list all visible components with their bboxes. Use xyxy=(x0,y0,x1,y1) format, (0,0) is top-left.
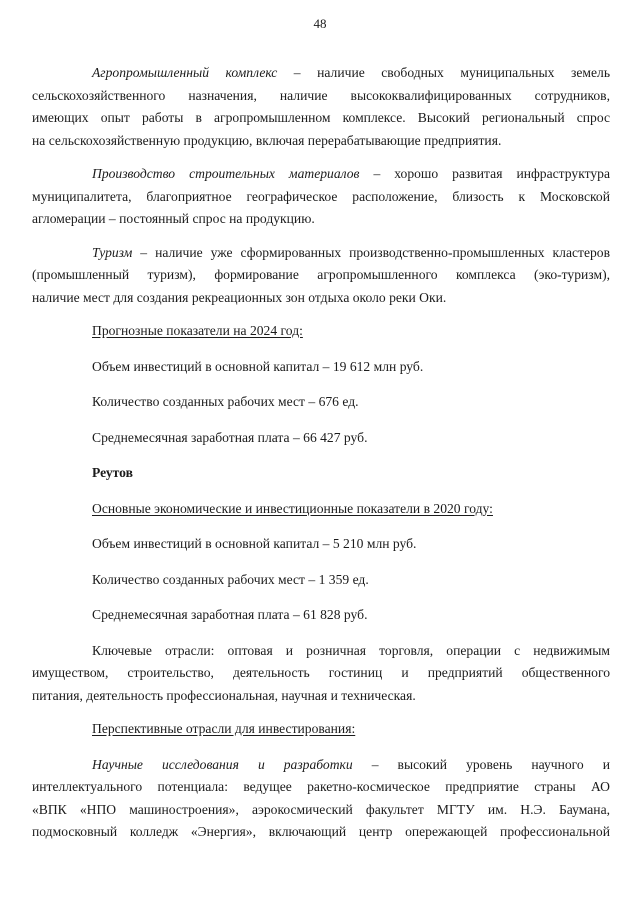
paragraph-key-industries xyxy=(32,640,610,708)
paragraph-line: Научные исследования и разработки – высокий уровень научного и xyxy=(92,756,610,772)
term-tourism: Туризм xyxy=(92,244,133,260)
paragraph-line: Производство строительных материалов – хорошо развитая инфраструктура xyxy=(92,166,611,181)
paragraph-science xyxy=(32,754,610,844)
reutov-indicators-heading: Основные экономические и инвестиционные показатели в 2020 году: xyxy=(92,500,493,516)
term-agro: Агропромышленный комплекс xyxy=(92,65,278,80)
forecast-item-jobs: Количество созданных рабочих мест – 676 ед. xyxy=(92,394,359,409)
paragraph-line: на сельскохозяйственную продукцию, включая перерабатывающие предприятия. xyxy=(32,132,502,148)
forecast-item-investment: Объем инвестиций в основной капитал – 19 612 млн руб. xyxy=(92,358,424,374)
document-body xyxy=(32,62,611,855)
paragraph-line: питания, деятельность профессиональная, научная и техническая. xyxy=(32,687,416,703)
forecast-heading: Прогнозные показатели на 2024 год: xyxy=(92,323,303,338)
paragraph-line: «ВПК «НПО машиностроения», аэрокосмический факультет МГТУ им. Н.Э. Баумана, xyxy=(32,801,610,817)
paragraph-line: подмосковный колледж «Энергия», включающий центр опережающей профессиональной xyxy=(32,824,610,839)
paragraph-construction xyxy=(32,163,610,231)
paragraph-line: Агропромышленный комплекс – наличие свободных муниципальных земель xyxy=(92,65,611,80)
paragraph-line: наличие мест для создания рекреационных зон отдыха около реки Оки. xyxy=(32,289,447,305)
paragraph-line: Туризм – наличие уже сформированных производственно-промышленных кластеров xyxy=(92,244,610,260)
forecast-item-salary: Среднемесячная заработная плата – 66 427 руб. xyxy=(92,429,368,445)
paragraph-line: интеллектуального потенциала: ведущее ракетно-космическое предприятие страны АО xyxy=(32,779,610,794)
term-construction: Производство строительных материалов xyxy=(92,166,360,181)
paragraph-line: (промышленный туризм), формирование агропромышленного комплекса (эко-туризм), xyxy=(32,267,610,282)
paragraph-agro xyxy=(32,62,610,152)
paragraph-line: Ключевые отрасли: оптовая и розничная торговля, операции с недвижимым xyxy=(92,642,610,658)
paragraph-line: имуществом, строительство, деятельность гостиниц и предприятий общественного xyxy=(32,665,610,680)
page-number: 48 xyxy=(313,16,327,31)
section-title-reutov: Реутов xyxy=(92,465,133,480)
perspective-heading: Перспективные отрасли для инвестирования: xyxy=(92,721,356,736)
paragraph-tourism xyxy=(32,242,610,310)
reutov-item-jobs: Количество созданных рабочих мест – 1 359 ед. xyxy=(92,571,369,587)
term-science: Научные исследования и разработки xyxy=(92,756,353,772)
reutov-item-investment: Объем инвестиций в основной капитал – 5 210 млн руб. xyxy=(92,536,417,551)
reutov-item-salary: Среднемесячная заработная плата – 61 828 руб. xyxy=(92,607,368,622)
paragraph-line: муниципалитета, благоприятное географическое расположение, близость к Московской xyxy=(32,188,610,204)
paragraph-line: имеющих опыт работы в агропромышленном комплексе. Высокий региональный спрос xyxy=(32,110,610,125)
paragraph-line: сельскохозяйственного назначения, наличие высококвалифицированных сотрудников, xyxy=(32,87,610,103)
paragraph-line: агломерации – постоянный спрос на продукцию. xyxy=(32,211,315,226)
